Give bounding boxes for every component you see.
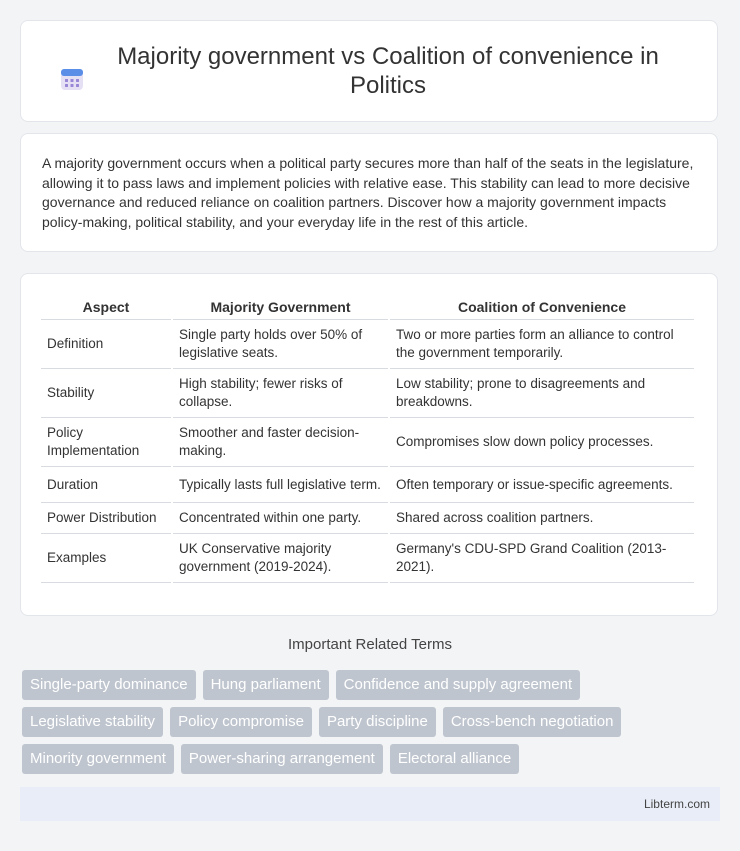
table-cell: Stability xyxy=(41,369,171,418)
related-term-tag[interactable]: Policy compromise xyxy=(170,707,312,737)
table-row xyxy=(41,320,694,369)
table-cell: Compromises slow down policy processes. xyxy=(390,418,694,467)
table-cell: Duration xyxy=(41,467,171,503)
related-terms-title: Important Related Terms xyxy=(288,636,452,653)
table-cell: Smoother and faster decision-making. xyxy=(173,418,388,467)
table-cell: Two or more parties form an alliance to control the government temporarily. xyxy=(390,320,694,369)
intro-text: A majority government occurs when a political party secures more than half of the seats in the legislature, allowing it to pass laws and implement policies with relative ease. This stability can lead to more decisive governance and reduced reliance on coalition partners. Discover how a majority government impacts policy-making, political stability, and your everyday life in the rest of this article. xyxy=(42,155,694,230)
related-term-tag[interactable]: Minority government xyxy=(22,744,174,774)
page-title: Majority government vs Coalition of convenience in Politics xyxy=(117,43,659,99)
table-cell: Concentrated within one party. xyxy=(173,503,388,534)
table-cell: High stability; fewer risks of collapse. xyxy=(173,369,388,418)
footer-site-link[interactable]: Libterm.com xyxy=(643,797,710,811)
related-term-tag[interactable]: Legislative stability xyxy=(22,707,163,737)
footer xyxy=(20,787,720,821)
table-cell: Power Distribution xyxy=(41,503,171,534)
table-row xyxy=(41,467,694,503)
related-term-tag[interactable]: Confidence and supply agreement xyxy=(336,670,581,700)
table-cell: Typically lasts full legislative term. xyxy=(173,467,388,503)
table-cell: UK Conservative majority government (2019-2024). xyxy=(173,534,388,583)
table-cell: Shared across coalition partners. xyxy=(390,503,694,534)
comparison-table xyxy=(39,294,696,583)
table-cell: Policy Implementation xyxy=(41,418,171,467)
header-aspect: Aspect xyxy=(41,294,171,320)
table-cell: Definition xyxy=(41,320,171,369)
tag-row xyxy=(22,744,722,774)
table-cell: Germany's CDU-SPD Grand Coalition (2013-2021). xyxy=(390,534,694,583)
intro-card xyxy=(20,133,718,252)
related-term-tag[interactable]: Electoral alliance xyxy=(390,744,519,774)
table-row xyxy=(41,534,694,583)
tag-row xyxy=(22,670,722,700)
related-term-tag[interactable]: Hung parliament xyxy=(203,670,329,700)
related-term-tag[interactable]: Single-party dominance xyxy=(22,670,196,700)
table-row xyxy=(41,418,694,467)
related-term-tag[interactable]: Cross-bench negotiation xyxy=(443,707,622,737)
header-card xyxy=(20,20,718,122)
table-cell: Examples xyxy=(41,534,171,583)
table-row xyxy=(41,369,694,418)
title-wrap xyxy=(59,42,679,100)
tag-row xyxy=(22,707,722,737)
comparison-table-card xyxy=(20,273,718,616)
header-majority: Majority Government xyxy=(173,294,388,320)
related-term-tag[interactable]: Party discipline xyxy=(319,707,436,737)
table-cell: Often temporary or issue-specific agreements. xyxy=(390,467,694,503)
table-cell: Low stability; prone to disagreements and breakdowns. xyxy=(390,369,694,418)
calendar-icon xyxy=(59,66,85,92)
related-term-tag[interactable]: Power-sharing arrangement xyxy=(181,744,383,774)
related-terms-list xyxy=(22,670,722,781)
table-cell: Single party holds over 50% of legislative seats. xyxy=(173,320,388,369)
table-header-row xyxy=(41,294,694,320)
table-row xyxy=(41,503,694,534)
header-coalition: Coalition of Convenience xyxy=(390,294,694,320)
